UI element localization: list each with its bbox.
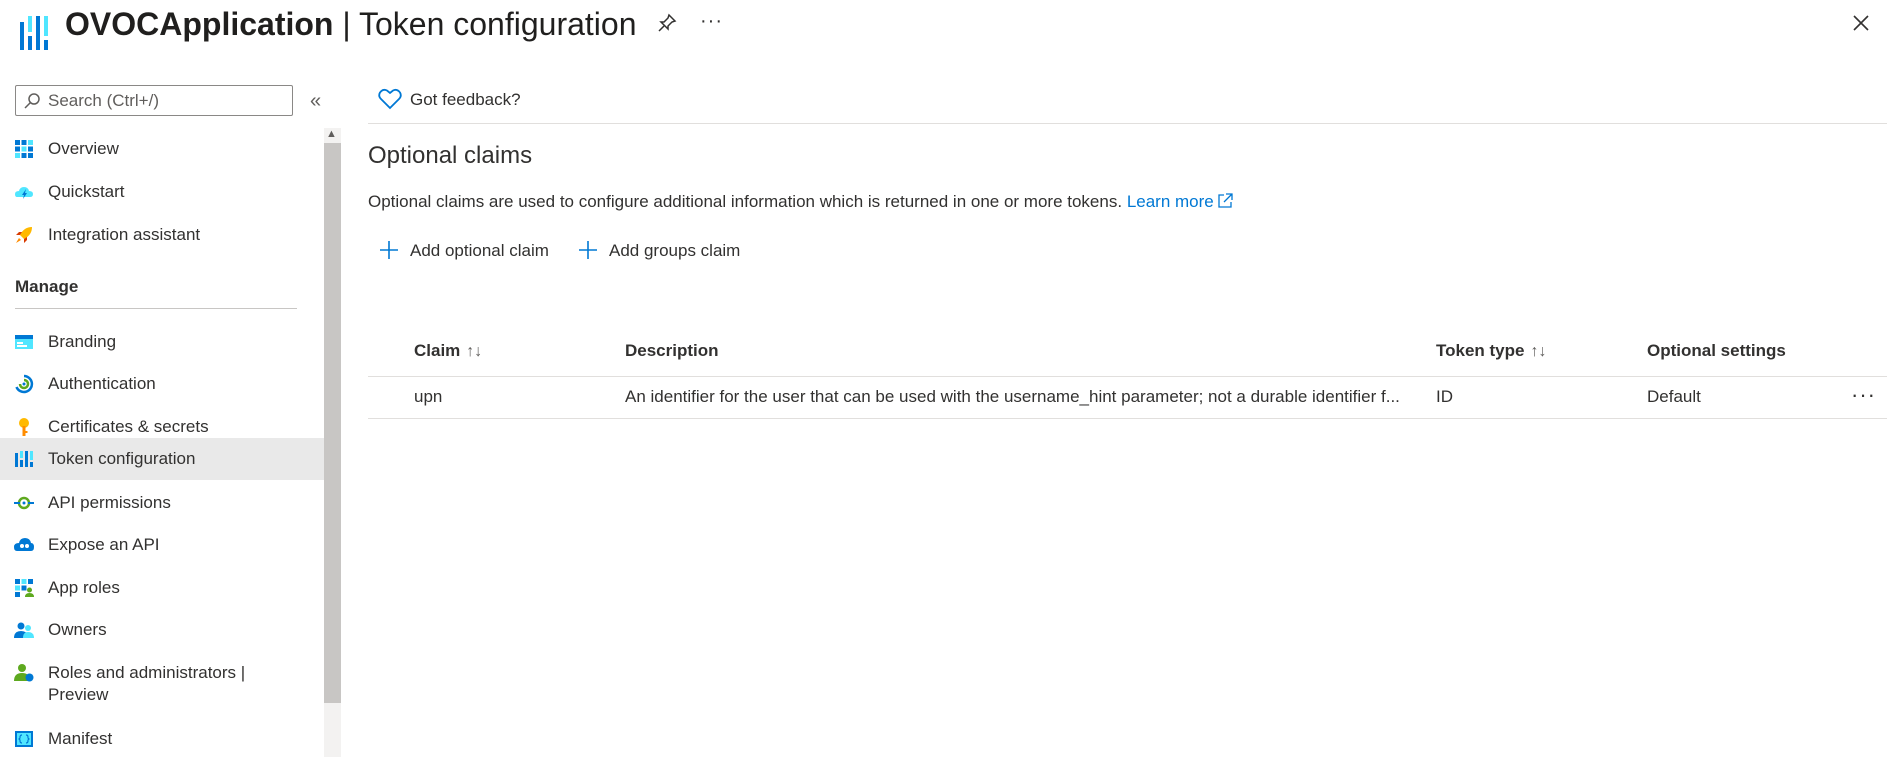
overview-icon: [14, 139, 34, 159]
sidebar-item-label: Roles and administrators | Preview: [48, 663, 246, 704]
sidebar-item-label: Expose an API: [48, 535, 160, 554]
sidebar-item-token-configuration[interactable]: [0, 438, 324, 480]
cell-token-type: ID: [1436, 387, 1453, 406]
feedback-button[interactable]: [378, 88, 521, 114]
api-permissions-icon: [14, 493, 34, 513]
sort-icon[interactable]: ↑↓: [1530, 343, 1547, 360]
page-name: Token configuration: [358, 6, 637, 42]
sidebar-item-label: Manifest: [48, 729, 113, 748]
expose-api-icon: [14, 535, 34, 555]
divider: [15, 308, 297, 309]
sidebar-item-label: API permissions: [48, 493, 171, 512]
external-link-icon: [1216, 192, 1234, 210]
collapse-sidebar-icon[interactable]: «: [310, 90, 322, 112]
learn-more-label: Learn more: [1126, 192, 1214, 211]
authentication-icon: [14, 374, 34, 394]
search-icon: [23, 92, 41, 110]
manifest-icon: [14, 729, 34, 749]
cell-claim: upn: [414, 387, 443, 406]
sidebar-item-label: Branding: [48, 332, 117, 351]
sidebar-scrollbar-thumb[interactable]: [324, 143, 341, 703]
sidebar-item-api-permissions[interactable]: [0, 482, 324, 524]
sidebar-item-label: Quickstart: [48, 182, 125, 201]
cell-description: An identifier for the user that can be used with the username_hint parameter; not a durable identifier f...: [625, 387, 1400, 406]
token-config-icon: [14, 449, 34, 469]
learn-more-link[interactable]: [1127, 192, 1234, 211]
sidebar-item-label: Authentication: [48, 374, 156, 393]
add-optional-claim-button[interactable]: [378, 239, 549, 265]
sidebar-item-app-roles[interactable]: [0, 567, 324, 609]
page-title: [65, 4, 636, 44]
sidebar-item-owners[interactable]: [0, 609, 324, 651]
pin-icon[interactable]: [656, 12, 678, 34]
add-icon: [378, 239, 400, 261]
scroll-up-icon[interactable]: ▲: [326, 128, 337, 140]
search-placeholder: Search (Ctrl+/): [48, 91, 159, 110]
column-header-label: Token type: [1436, 341, 1525, 360]
divider: [368, 418, 1887, 419]
sort-icon[interactable]: ↑↓: [466, 343, 483, 360]
column-header-label: Claim: [414, 341, 461, 360]
column-header-claim[interactable]: [414, 341, 482, 361]
sidebar-item-manifest[interactable]: [0, 718, 324, 760]
add-icon: [577, 239, 599, 261]
app-registration-icon: [18, 12, 50, 54]
title-separator: |: [333, 6, 359, 42]
add-groups-claim-button[interactable]: [577, 239, 741, 265]
column-header-token-type[interactable]: [1436, 341, 1546, 361]
sidebar-item-roles-administrators[interactable]: [0, 652, 324, 710]
add-groups-claim-label: Add groups claim: [609, 241, 741, 260]
section-heading-manage: Manage: [15, 277, 79, 296]
sidebar-item-quickstart[interactable]: [0, 171, 324, 213]
sidebar-item-integration-assistant[interactable]: [0, 214, 324, 256]
add-optional-claim-label: Add optional claim: [410, 241, 549, 260]
divider: [368, 376, 1887, 377]
app-name: OVOCApplication: [65, 6, 334, 42]
search-input[interactable]: [15, 85, 293, 116]
sidebar-item-label: Certificates & secrets: [48, 417, 209, 436]
section-description: [368, 192, 1234, 212]
key-icon: [14, 417, 34, 437]
column-header-optional-settings: [1647, 341, 1786, 361]
row-more-options-icon[interactable]: ···: [1851, 382, 1876, 407]
quickstart-icon: [14, 182, 34, 202]
sidebar-item-branding[interactable]: [0, 321, 324, 363]
owners-icon: [14, 620, 34, 640]
column-header-label: Description: [625, 341, 719, 360]
sidebar-item-label: Integration assistant: [48, 225, 201, 244]
app-roles-icon: [14, 578, 34, 598]
column-header-description: [625, 341, 719, 361]
description-text: Optional claims are used to configure additional information which is returned in one or more tokens.: [368, 192, 1123, 211]
branding-icon: [14, 332, 34, 352]
section-title: Optional claims: [368, 142, 533, 169]
roles-admins-icon: [14, 663, 34, 683]
feedback-label: Got feedback?: [410, 90, 521, 109]
sidebar-item-expose-api[interactable]: [0, 524, 324, 566]
more-options-icon[interactable]: ···: [700, 10, 723, 32]
cell-optional-settings: Default: [1647, 387, 1701, 406]
sidebar-item-label: App roles: [48, 578, 120, 597]
sidebar-item-overview[interactable]: [0, 128, 324, 170]
sidebar-item-label: Token configuration: [48, 449, 196, 468]
heart-icon: [378, 88, 402, 110]
sidebar-item-label: Overview: [48, 139, 119, 158]
close-icon[interactable]: [1851, 13, 1871, 33]
column-header-label: Optional settings: [1647, 341, 1786, 360]
divider: [368, 123, 1887, 124]
sidebar-item-authentication[interactable]: [0, 363, 324, 405]
rocket-icon: [14, 225, 34, 245]
sidebar-item-label: Owners: [48, 620, 107, 639]
